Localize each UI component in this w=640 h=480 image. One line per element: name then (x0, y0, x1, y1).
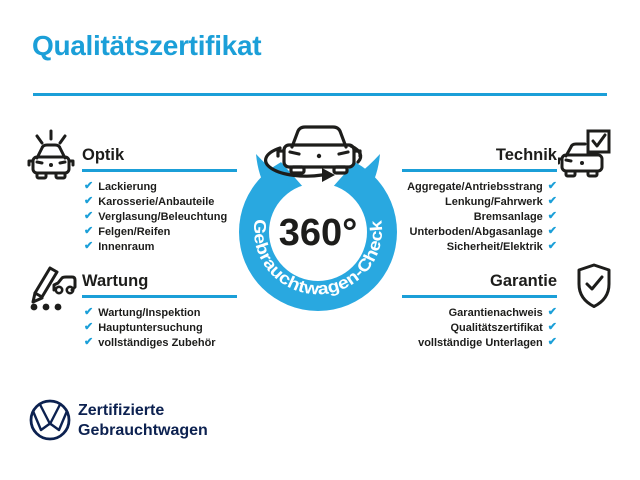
checklist-item-label: Garantienachweis (448, 306, 543, 319)
wartung-divider (82, 295, 237, 298)
section-title-wartung: Wartung (82, 272, 149, 290)
check-icon: ✔ (547, 195, 557, 207)
brand-claim-line1: Zertifizierte (78, 402, 165, 419)
checklist-item-label: vollständige Unterlagen (418, 336, 543, 349)
section-title-technik: Technik (495, 146, 557, 164)
check-icon: ✔ (84, 336, 94, 348)
checklist-item-label: vollständiges Zubehör (98, 336, 216, 349)
section-title-optik: Optik (82, 146, 125, 164)
checklist-item (84, 239, 227, 254)
checklist-item-label: Wartung/Inspektion (98, 306, 201, 319)
checklist-item (84, 305, 216, 320)
technik-checklist (407, 179, 557, 254)
optik-divider (82, 169, 237, 172)
checklist-item (84, 335, 216, 350)
check-icon: ✔ (84, 210, 94, 222)
checklist-item (407, 179, 557, 194)
check-icon: ✔ (84, 321, 94, 333)
optik-checklist (84, 179, 227, 254)
header-divider (33, 93, 607, 96)
checklist-item-label: Karosserie/Anbauteile (98, 195, 215, 208)
section-title-garantie: Garantie (490, 272, 557, 290)
service-checklist-icon (24, 260, 78, 312)
checklist-item-label: Bremsanlage (473, 210, 543, 223)
checklist-item-label: Hauptuntersuchung (98, 321, 203, 334)
page-title: Qualitätszertifikat (32, 30, 262, 61)
checklist-item (418, 335, 557, 350)
checklist-item (418, 305, 557, 320)
check-icon: ✔ (547, 210, 557, 222)
checklist-item-label: Aggregate/Antriebsstrang (407, 180, 543, 193)
check-icon: ✔ (547, 321, 557, 333)
check-icon: ✔ (84, 180, 94, 192)
technik-divider (402, 169, 557, 172)
checklist-item-label: Verglasung/Beleuchtung (98, 210, 228, 223)
badge-ring-label: Gebrauchtwagen-Check (249, 218, 387, 299)
brand-claim (78, 401, 208, 441)
shield-check-icon (574, 262, 614, 310)
checklist-item (418, 320, 557, 335)
check-icon: ✔ (547, 225, 557, 237)
checklist-item-label: Innenraum (98, 240, 155, 253)
checklist-item-label: Unterboden/Abgasanlage (409, 225, 543, 238)
checklist-item-label: Felgen/Reifen (98, 225, 171, 238)
checklist-item-label: Lenkung/Fahrwerk (444, 195, 543, 208)
checklist-item (84, 209, 227, 224)
brand-claim-line2: Gebrauchtwagen (78, 422, 208, 439)
checklist-item (84, 179, 227, 194)
wartung-checklist (84, 305, 216, 350)
checklist-item-label: Sicherheit/Elektrik (446, 240, 543, 253)
check-icon: ✔ (547, 180, 557, 192)
checklist-item (407, 239, 557, 254)
check-icon: ✔ (547, 240, 557, 252)
badge-degrees-label: 360° (278, 212, 358, 254)
checklist-item (84, 224, 227, 239)
checklist-item (407, 224, 557, 239)
checklist-item-label: Qualitätszertifikat (450, 321, 543, 334)
check-icon: ✔ (84, 240, 94, 252)
checklist-item (407, 194, 557, 209)
check-icon: ✔ (547, 336, 557, 348)
garantie-checklist (418, 305, 557, 350)
checklist-item (407, 209, 557, 224)
garantie-divider (402, 295, 557, 298)
check-icon: ✔ (84, 195, 94, 207)
car-checkbox-icon (558, 128, 612, 182)
check-icon: ✔ (84, 225, 94, 237)
checklist-item-label: Lackierung (98, 180, 157, 193)
checklist-item (84, 194, 227, 209)
vw-logo (28, 398, 72, 442)
check-icon: ✔ (547, 306, 557, 318)
badge-360-check (228, 118, 408, 328)
check-icon: ✔ (84, 306, 94, 318)
car-shine-icon (27, 128, 75, 186)
checklist-item (84, 320, 216, 335)
